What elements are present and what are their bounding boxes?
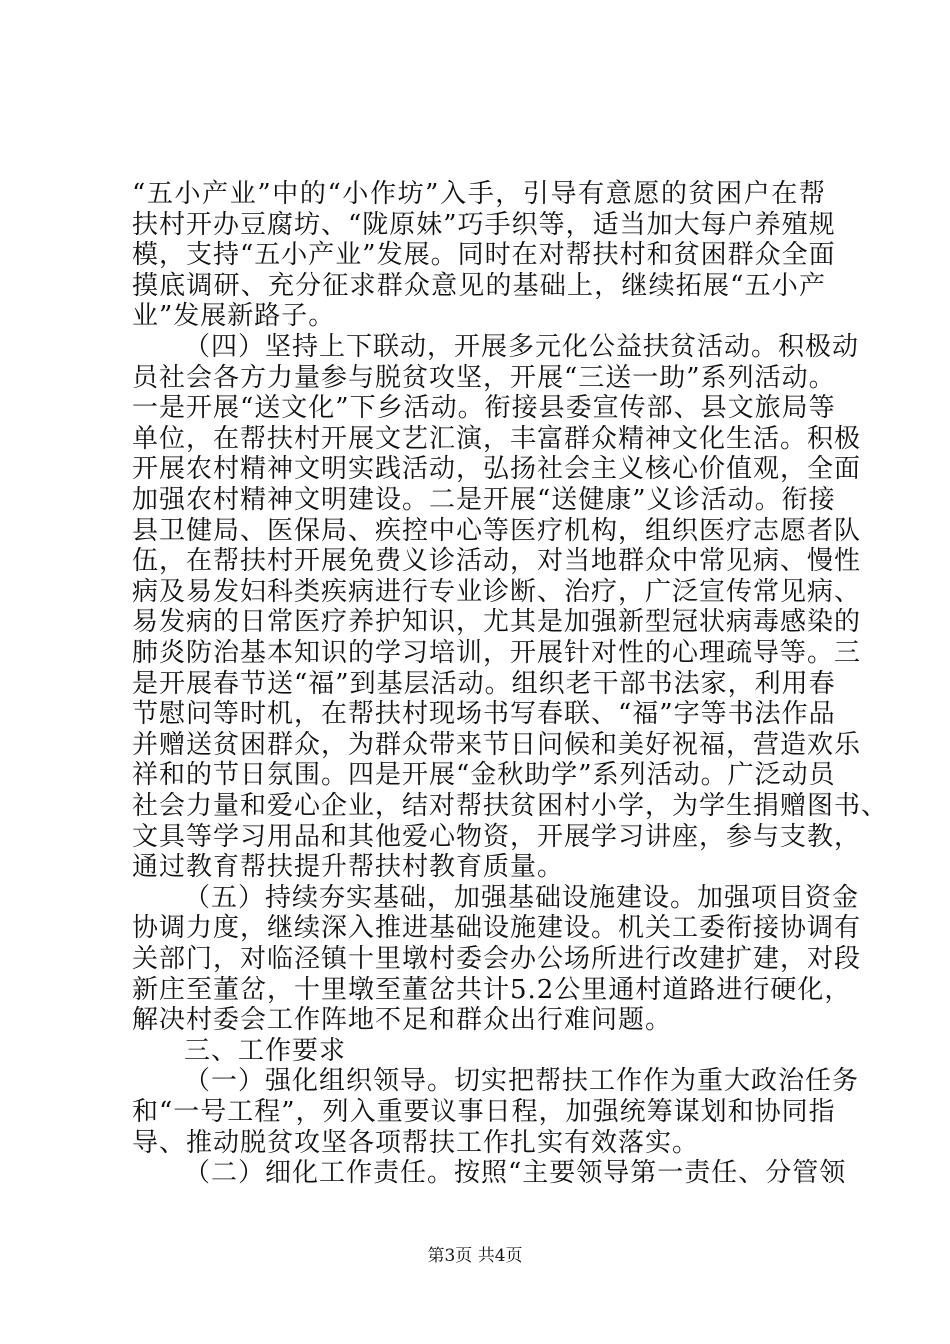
paragraph-line: （一）强化组织领导。切实把帮扶工作作为重大政治任务 [184, 1066, 860, 1096]
paragraph-line: 模，支持“五小产业”发展。同时在对帮扶村和贫困群众全面 [132, 240, 836, 270]
paragraph-line: （五）持续夯实基础，加强基础设施建设。加强项目资金 [184, 883, 860, 913]
paragraph-line: 开展农村精神文明实践活动，弘扬社会主义核心价值观，全面 [132, 454, 862, 484]
paragraph-line: 关部门，对临泾镇十里墩村委会办公场所进行改建扩建，对段 [132, 944, 862, 974]
paragraph-line: 员社会各方力量参与脱贫攻坚，开展“三送一助”系列活动。 [132, 363, 836, 393]
paragraph-line: “五小产业”中的“小作坊”入手，引导有意愿的贫困户在帮 [132, 179, 826, 209]
paragraph-line: 导、推动脱贫攻坚各项帮扶工作扎实有效落实。 [132, 1128, 700, 1158]
paragraph-line: 社会力量和爱心企业，结对帮扶贫困村小学，为学生捐赠图书、 [132, 791, 889, 821]
paragraph-line: 摸底调研、充分征求群众意见的基础上，继续拓展“五小产 [132, 271, 826, 301]
paragraph-line: 易发病的日常医疗养护知识，尤其是加强新型冠状病毒感染的 [132, 607, 862, 637]
paragraph-line: 加强农村精神文明建设。二是开展“送健康”义诊活动。衔接 [132, 485, 836, 515]
section-heading: 三、工作要求 [184, 1036, 347, 1066]
paragraph-line: 和“一号工程”，列入重要议事日程，加强统筹谋划和协同指 [132, 1097, 836, 1127]
paragraph-line: 通过教育帮扶提升帮扶村教育质量。 [132, 852, 565, 882]
paragraph-line: 祥和的节日氛围。四是开展“金秋助学”系列活动。广泛动员 [132, 760, 836, 790]
paragraph-line: 新庄至董岔，十里墩至董岔共计5.2公里通村道路进行硬化， [132, 975, 852, 1005]
paragraph-line: 节慰问等时机，在帮扶村现场书写春联、“福”字等书法作品 [132, 699, 836, 729]
paragraph-line: 业”发展新路子。 [132, 301, 336, 331]
paragraph-line: 一是开展“送文化”下乡活动。衔接县委宣传部、县文旅局等 [132, 393, 836, 423]
page-number-footer: 第3页 共4页 [427, 1246, 523, 1266]
paragraph-line: 并赠送贫困群众，为群众带来节日问候和美好祝福，营造欢乐 [132, 730, 862, 760]
paragraph-line: 是开展春节送“福”到基层活动。组织老干部书法家，利用春 [132, 669, 836, 699]
paragraph-line: 伍，在帮扶村开展免费义诊活动，对当地群众中常见病、慢性 [132, 546, 862, 576]
paragraph-line: （四）坚持上下联动，开展多元化公益扶贫活动。积极动 [184, 332, 860, 362]
paragraph-line: 病及易发妇科类疾病进行专业诊断、治疗，广泛宣传常见病、 [132, 577, 862, 607]
paragraph-line: 单位，在帮扶村开展文艺汇演，丰富群众精神文化生活。积极 [132, 424, 862, 454]
paragraph-line: 县卫健局、医保局、疾控中心等医疗机构，组织医疗志愿者队 [132, 516, 862, 546]
paragraph-line: 肺炎防治基本知识的学习培训，开展针对性的心理疏导等。三 [132, 638, 862, 668]
paragraph-line: 解决村委会工作阵地不足和群众出行难问题。 [132, 1005, 673, 1035]
paragraph-line: 扶村开办豆腐坊、“陇原妹”巧手织等，适当加大每户养殖规 [132, 210, 836, 240]
paragraph-line: 文具等学习用品和其他爱心物资，开展学习讲座，参与支教， [132, 822, 862, 852]
paragraph-line: （二）细化工作责任。按照“主要领导第一责任、分管领 [184, 1158, 847, 1188]
paragraph-line: 协调力度，继续深入推进基础设施建设。机关工委衔接协调有 [132, 913, 862, 943]
